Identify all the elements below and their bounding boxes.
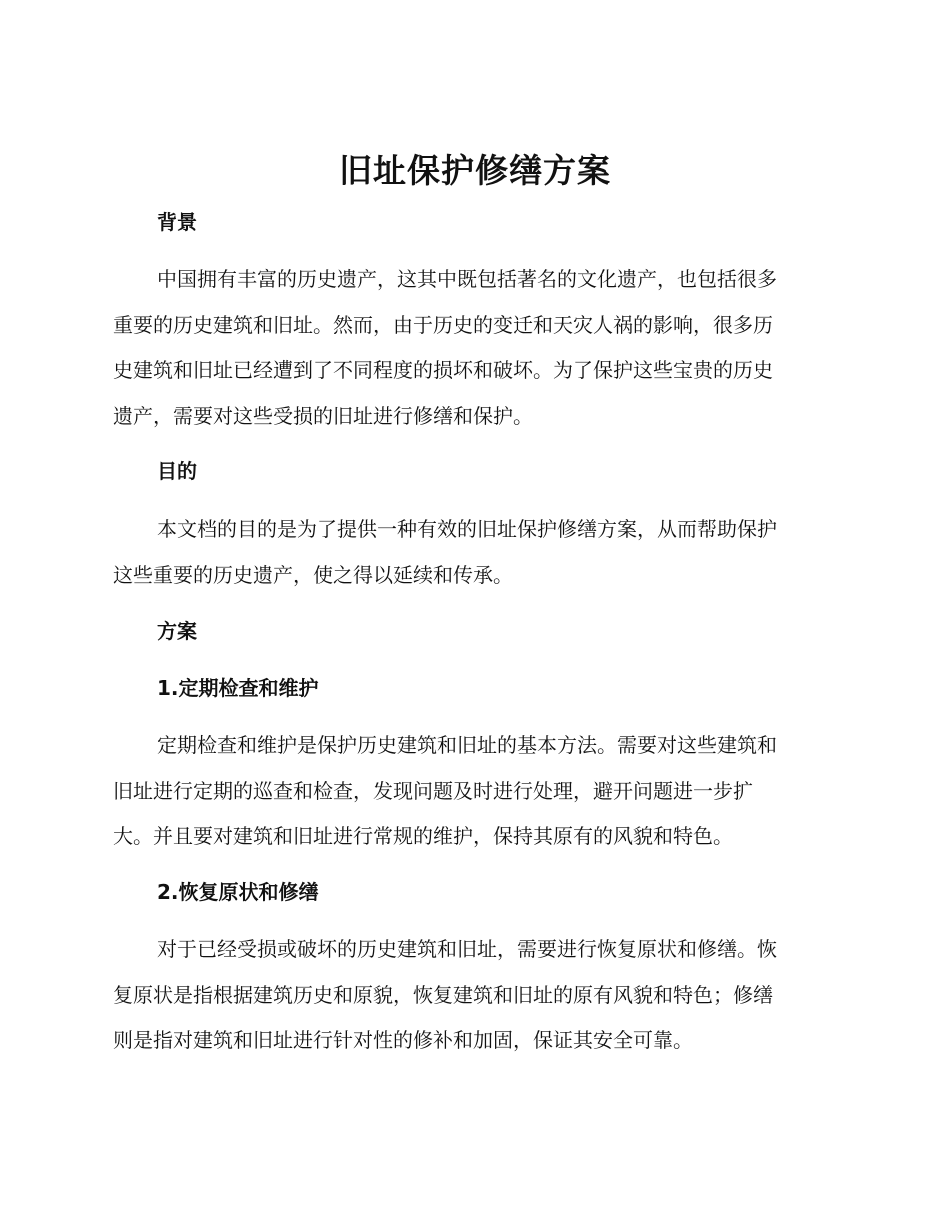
paragraph-line: 中国拥有丰富的历史遗产，这其中既包括著名的文化遗产，也包括很多 xyxy=(157,267,777,291)
paragraph-line: 定期检查和维护是保护历史建筑和旧址的基本方法。需要对这些建筑和 xyxy=(157,733,777,757)
section-heading-background: 背景 xyxy=(157,210,197,234)
paragraph-background xyxy=(113,257,833,439)
subsection-heading-inspection: 1.定期检查和维护 xyxy=(157,676,319,700)
section-heading-purpose: 目的 xyxy=(157,459,197,483)
section-heading-plan: 方案 xyxy=(157,619,197,643)
paragraph-line: 本文档的目的是为了提供一种有效的旧址保护修缮方案，从而帮助保护 xyxy=(157,517,777,541)
subsection-heading-restoration: 2.恢复原状和修缮 xyxy=(157,880,319,904)
paragraph-line: 对于已经受损或破坏的历史建筑和旧址，需要进行恢复原状和修缮。恢 xyxy=(157,937,777,961)
paragraph-purpose xyxy=(113,507,833,598)
paragraph-line: 旧址进行定期的巡查和检查，发现问题及时进行处理，避开问题进一步扩 xyxy=(113,778,753,803)
paragraph-restoration xyxy=(113,927,833,1064)
paragraph-line: 大。并且要对建筑和旧址进行常规的维护，保持其原有的风貌和特色。 xyxy=(113,824,733,848)
document-title: 旧址保护修缮方案 xyxy=(339,151,611,190)
paragraph-line: 重要的历史建筑和旧址。然而，由于历史的变迁和天灾人祸的影响，很多历 xyxy=(113,312,773,337)
paragraph-line: 则是指对建筑和旧址进行针对性的修补和加固，保证其安全可靠。 xyxy=(113,1028,693,1052)
paragraph-line: 遗产，需要对这些受损的旧址进行修缮和保护。 xyxy=(113,403,533,428)
paragraph-line: 这些重要的历史遗产，使之得以延续和传承。 xyxy=(113,562,513,587)
paragraph-line: 复原状是指根据建筑历史和原貌，恢复建筑和旧址的原有风貌和特色；修缮 xyxy=(113,982,773,1007)
paragraph-line: 史建筑和旧址已经遭到了不同程度的损坏和破坏。为了保护这些宝贵的历史 xyxy=(113,358,773,382)
paragraph-inspection xyxy=(113,723,833,860)
